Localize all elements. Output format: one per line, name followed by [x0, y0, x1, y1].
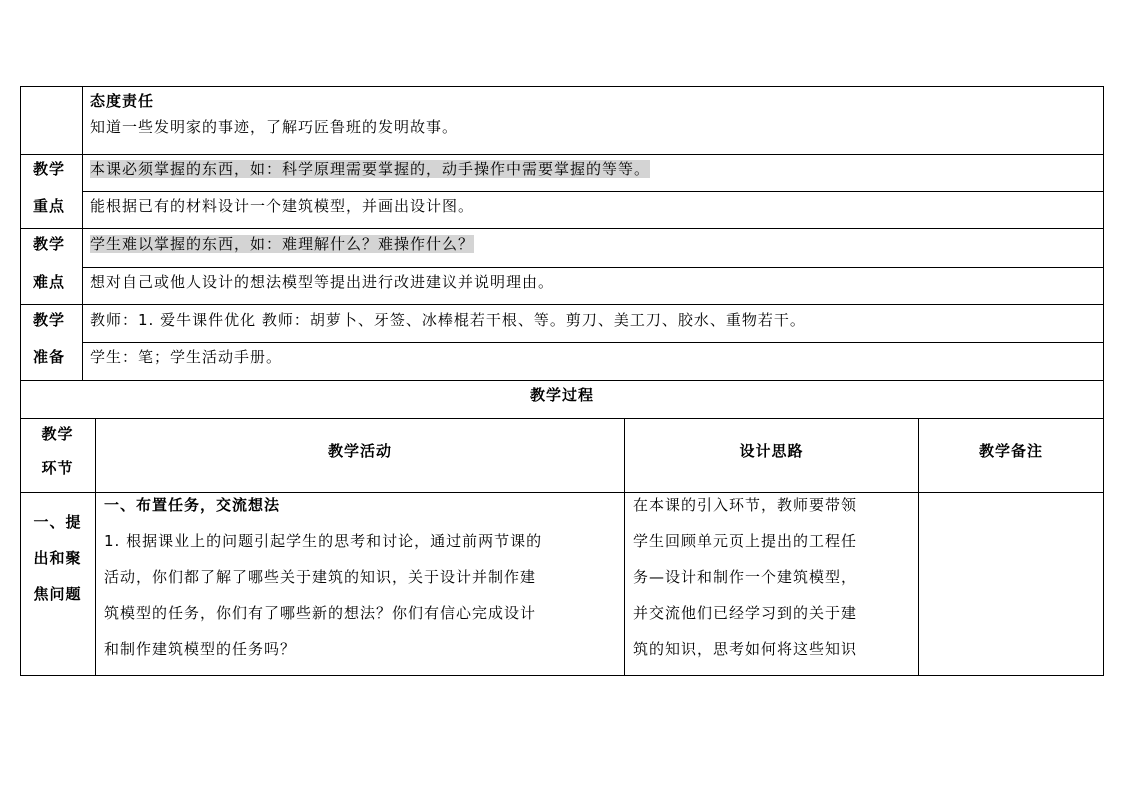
preparation-line-2: 学生：笔；学生活动手册。 [90, 348, 283, 366]
difficulties-line-1: 学生难以掌握的东西，如：难理解什么？难操作什么？ [90, 235, 475, 253]
stage-1-line-1: 一、提 [33, 513, 82, 531]
col-border [82, 86, 83, 380]
process-title: 教学过程 [529, 386, 594, 404]
row-border [82, 267, 1104, 268]
preparation-label-1: 教学 [33, 311, 66, 329]
attitude-heading: 态度责任 [90, 92, 155, 110]
row-border [20, 154, 1104, 155]
row-border [82, 191, 1104, 192]
activity-title: 一、布置任务，交流想法 [104, 496, 281, 514]
key-points-line-2: 能根据已有的材料设计一个建筑模型，并画出设计图。 [90, 197, 475, 215]
key-points-label-1: 教学 [33, 160, 66, 178]
row-border [20, 228, 1104, 229]
preparation-line-1: 教师：1. 爱牛课件优化 教师：胡萝卜、牙签、冰棒棍若干根、等。剪刀、美工刀、胶水、重物若干。 [90, 311, 806, 329]
key-points-line-1: 本课必须掌握的东西，如：科学原理需要掌握的，动手操作中需要掌握的等等。 [90, 160, 651, 178]
stage-header-1: 教学 [41, 425, 74, 443]
row-border [20, 86, 1104, 87]
col-border [1103, 86, 1104, 676]
design-line: 在本课的引入环节，教师要带领 [633, 496, 858, 514]
difficulties-line-2: 想对自己或他人设计的想法模型等提出进行改进建议并说明理由。 [90, 273, 555, 291]
activity-line: 筑模型的任务，你们有了哪些新的想法？你们有信心完成设计 [104, 604, 537, 622]
row-border [20, 380, 1104, 381]
stage-1-line-3: 焦问题 [33, 585, 82, 603]
attitude-text: 知道一些发明家的事迹，了解巧匠鲁班的发明故事。 [90, 118, 459, 136]
difficulties-label-1: 教学 [33, 235, 66, 253]
row-border [82, 342, 1104, 343]
design-header: 设计思路 [739, 442, 804, 460]
lesson-plan-table [20, 86, 1104, 676]
preparation-label-2: 准备 [33, 348, 66, 366]
stage-header-2: 环节 [41, 459, 74, 477]
activity-line: 和制作建筑模型的任务吗？ [104, 640, 297, 658]
design-line: 务—设计和制作一个建筑模型， [633, 568, 858, 586]
notes-header: 教学备注 [978, 442, 1043, 460]
activity-line: 活动，你们都了解了哪些关于建筑的知识，关于设计并制作建 [104, 568, 537, 586]
difficulties-label-2: 难点 [33, 273, 66, 291]
row-border [20, 492, 1104, 493]
activity-line: 1. 根据课业上的问题引起学生的思考和讨论，通过前两节课的 [104, 532, 543, 550]
key-points-label-2: 重点 [33, 197, 66, 215]
stage-1-line-2: 出和聚 [33, 549, 82, 567]
activity-header: 教学活动 [327, 442, 392, 460]
design-line: 学生回顾单元页上提出的工程任 [633, 532, 858, 550]
design-line: 并交流他们已经学习到的关于建 [633, 604, 858, 622]
row-border [20, 675, 1104, 676]
row-border [20, 304, 1104, 305]
design-line: 筑的知识，思考如何将这些知识 [633, 640, 858, 658]
row-border [20, 418, 1104, 419]
